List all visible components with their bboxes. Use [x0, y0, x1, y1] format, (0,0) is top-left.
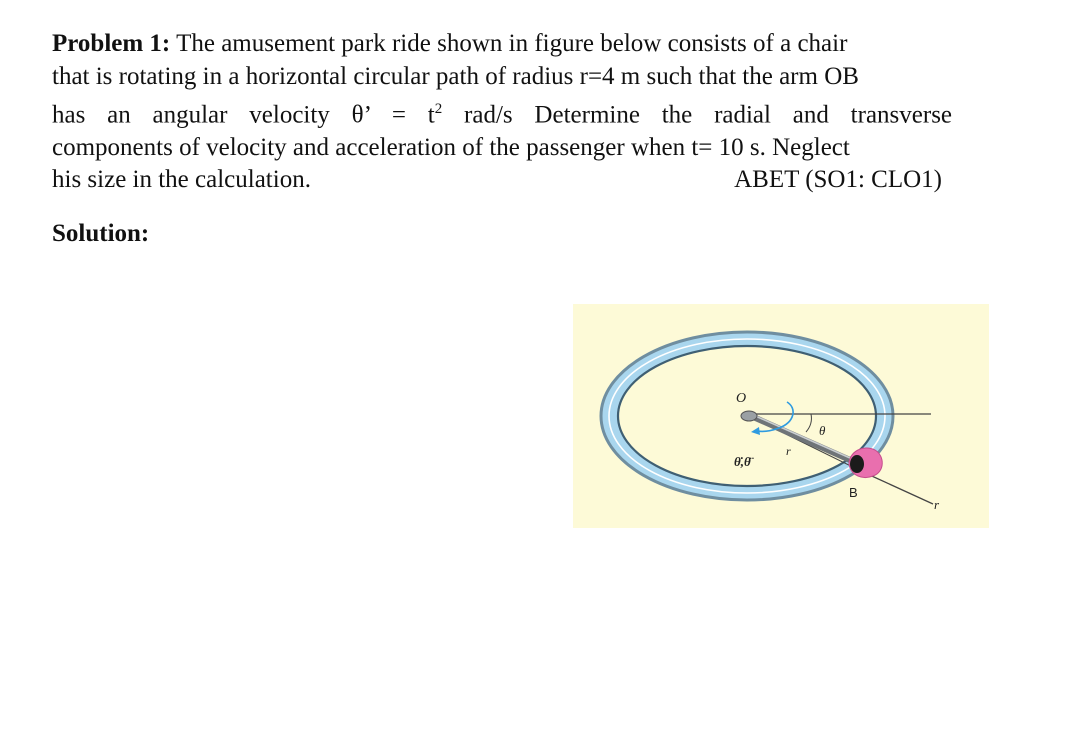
problem-text-3a: has an angular velocity θ’ =	[52, 101, 406, 129]
label-theta-dots: θ̇,θ̈	[734, 454, 751, 469]
problem-exponent: 2	[434, 101, 443, 117]
abet-tag: ABET (SO1: CLO1)	[734, 166, 942, 194]
problem-line-5	[52, 164, 942, 197]
label-b: B	[849, 485, 858, 500]
pivot-o	[741, 411, 757, 421]
problem-label: Problem 1:	[52, 30, 171, 57]
problem-line-4: components of velocity and acceleration of the passenger when t= 10 s. Neglect	[52, 133, 850, 161]
problem-line-1	[52, 28, 952, 61]
problem-line-2: that is rotating in a horizontal circular path of radius r=4 m such that the arm OB	[52, 62, 859, 90]
ride-diagram	[573, 304, 989, 528]
problem-line-3	[52, 93, 952, 132]
problem-text-3b: rad/s Determine the radial and transverse	[464, 101, 953, 129]
radial-axis	[863, 472, 933, 504]
label-r-axis: r	[934, 497, 940, 512]
label-theta: θ	[819, 423, 826, 438]
label-o: O	[736, 391, 747, 406]
problem-text-5: his size in the calculation.	[52, 166, 311, 194]
problem-text-1: The amusement park ride shown in figure below consists of a chair	[176, 30, 848, 57]
solution-heading: Solution:	[52, 220, 150, 247]
problem-statement	[52, 28, 952, 197]
chair-seat	[850, 455, 864, 473]
problem-t-variable: t	[427, 101, 435, 129]
ride-figure	[573, 304, 989, 528]
label-r-arm: r	[786, 444, 791, 458]
